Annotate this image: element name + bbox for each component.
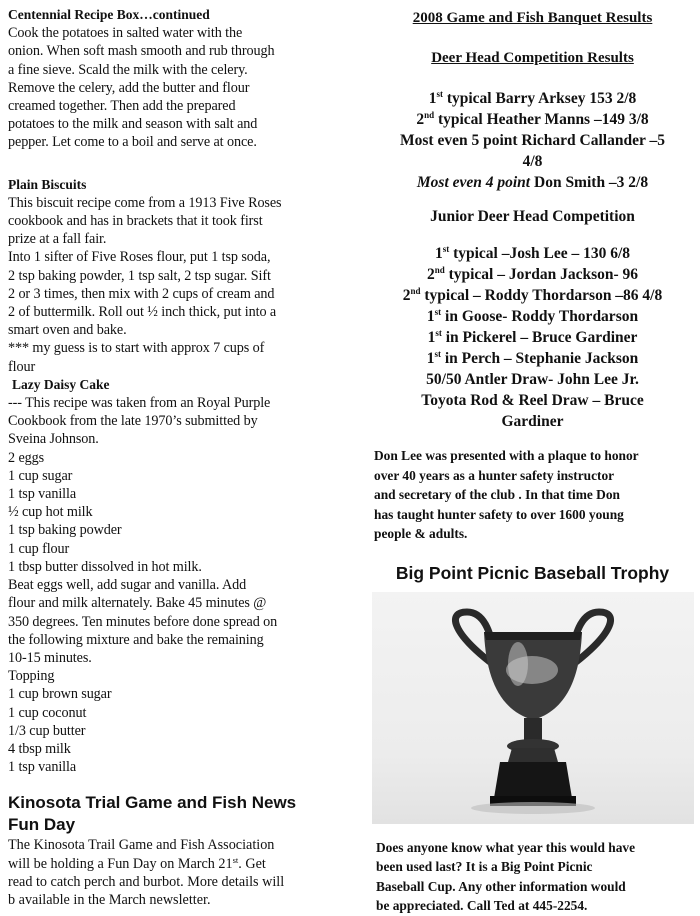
- rank: 1: [426, 308, 435, 325]
- daisy-line: Beat eggs well, add sugar and vanilla. Add: [8, 577, 247, 594]
- question-paragraph: [376, 838, 695, 916]
- don-lee-paragraph: [374, 446, 695, 544]
- paragraph-line: been used last? It is a Big Point Picnic: [376, 859, 593, 874]
- paragraph-line: over 40 years as a hunter safety instructor: [374, 467, 615, 483]
- superscript: st: [232, 854, 239, 865]
- news-line: The Kinosota Trail Game and Fish Association: [8, 837, 275, 854]
- result-text: typical – Jordan Jackson- 96: [444, 266, 639, 283]
- deer-head-title: Deer Head Competition Results: [431, 50, 634, 66]
- banquet-results-title: 2008 Game and Fish Banquet Results: [412, 10, 653, 26]
- result-line: [370, 172, 695, 193]
- rank: 1: [434, 245, 443, 262]
- paragraph-line: has taught hunter safety to over 1600 young: [374, 506, 624, 522]
- result-line: [370, 264, 695, 285]
- daisy-line: 2 eggs: [8, 449, 45, 466]
- daisy-line: 10-15 minutes.: [8, 649, 92, 666]
- biscuits-text: [8, 194, 353, 376]
- biscuits-line: 2 of buttermilk. Roll out ½ inch thick, put into a: [8, 304, 277, 321]
- rank: 1: [428, 90, 437, 107]
- rank: 1: [427, 329, 436, 346]
- intro-line: potatoes to the milk and season with salt and: [8, 116, 258, 133]
- paragraph-line: be appreciated. Call Ted at 445-2254.: [376, 898, 588, 913]
- result-text: typical Barry Arksey 153 2/8: [442, 90, 637, 107]
- daisy-line: 1/3 cup butter: [8, 722, 86, 739]
- paragraph-line: people & adults.: [374, 526, 468, 541]
- result-text: Most even 4 point: [416, 174, 531, 191]
- result-line: [370, 285, 695, 306]
- intro-line: creamed together. Then add the prepared: [8, 98, 236, 115]
- intro-line: Remove the celery, add the butter and flour: [8, 79, 250, 96]
- news-title-line: Fun Day: [8, 815, 76, 835]
- biscuits-line: smart oven and bake.: [8, 322, 127, 339]
- kinosota-news-title: [8, 792, 353, 814]
- intro-line: Cook the potatoes in salted water with the: [8, 25, 243, 42]
- daisy-line: flour and milk alternately. Bake 45 minutes @: [8, 595, 267, 612]
- daisy-line: Cookbook from the late 1970’s submitted by: [8, 413, 258, 430]
- superscript: st: [435, 328, 442, 338]
- trophy-cup-icon: [372, 592, 694, 824]
- daisy-line: Topping: [8, 668, 55, 685]
- kinosota-news-title-2: [8, 814, 353, 836]
- superscript: nd: [434, 265, 445, 275]
- lazy-daisy-title: Lazy Daisy Cake: [12, 376, 110, 392]
- result-line: Toyota Rod & Reel Draw – Bruce: [421, 392, 644, 409]
- rank: 2: [426, 266, 435, 283]
- news-line: b available in the March newsletter.: [8, 891, 211, 908]
- result-line: [370, 109, 695, 130]
- intro-text: [8, 24, 353, 151]
- daisy-line: 1 cup brown sugar: [8, 686, 112, 703]
- superscript: nd: [410, 286, 421, 296]
- trophy-photo: [372, 592, 694, 824]
- paragraph-line: Baseball Cup. Any other information would: [376, 878, 626, 894]
- biscuits-line: Into 1 sifter of Five Roses flour, put 1 tsp soda,: [8, 249, 271, 266]
- daisy-line: the following mixture and bake the remaining: [8, 631, 264, 648]
- news-title-line: Kinosota Trial Game and Fish News: [8, 793, 297, 813]
- plain-biscuits-title: Plain Biscuits: [8, 176, 87, 192]
- superscript: st: [434, 349, 441, 359]
- daisy-line: Sveina Johnson.: [8, 431, 99, 448]
- recipe-box-title: Centennial Recipe Box…continued: [8, 7, 210, 22]
- deer-results: [370, 88, 695, 193]
- result-line: [370, 327, 695, 348]
- daisy-line: 1 tsp vanilla: [8, 759, 77, 776]
- result-line: Most even 5 point Richard Callander –5: [400, 132, 665, 149]
- news-text: [8, 836, 353, 909]
- result-text: typical –Josh Lee – 130 6/8: [449, 245, 631, 262]
- rank: 2: [402, 287, 411, 304]
- biscuits-line: 2 or 3 times, then mix with 2 cups of cream and: [8, 285, 275, 302]
- biscuits-line: *** my guess is to start with approx 7 cups of: [8, 340, 265, 357]
- news-line: read to catch perch and burbot. More details will: [8, 873, 285, 890]
- biscuits-line: flour: [8, 358, 36, 375]
- daisy-text: [8, 394, 353, 776]
- rank: 1: [426, 350, 435, 367]
- news-text-part: . Get: [238, 855, 266, 872]
- left-column: [8, 0, 353, 909]
- daisy-line: 1 tbsp butter dissolved in hot milk.: [8, 558, 202, 575]
- paragraph-line: and secretary of the club . In that time Don: [374, 487, 620, 502]
- result-text: typical – Roddy Thordarson –86 4/8: [420, 287, 663, 304]
- daisy-line: 350 degrees. Ten minutes before done spread on: [8, 613, 278, 630]
- biscuits-line: 2 tsp baking powder, 1 tsp salt, 2 tsp sugar. Sift: [8, 267, 271, 284]
- daisy-line: 4 tbsp milk: [8, 740, 71, 757]
- superscript: st: [442, 244, 450, 254]
- biscuits-line: cookbook and has in brackets that it took first: [8, 213, 263, 230]
- intro-line: a fine sieve. Scald the milk with the celery.: [8, 61, 248, 78]
- daisy-line: 1 tsp vanilla: [8, 486, 77, 503]
- intro-line: onion. When soft mash smooth and rub through: [8, 43, 275, 60]
- daisy-line: 1 cup flour: [8, 540, 70, 557]
- paragraph-line: Don Lee was presented with a plaque to honor: [374, 448, 639, 463]
- rank: 2: [416, 111, 425, 128]
- daisy-line: 1 cup coconut: [8, 704, 87, 721]
- biscuits-line: prize at a fall fair.: [8, 231, 107, 248]
- biscuits-line: This biscuit recipe come from a 1913 Five Roses: [8, 194, 282, 211]
- result-text: Don Smith –3 2/8: [530, 174, 649, 191]
- junior-deer-title: Junior Deer Head Competition: [430, 208, 635, 225]
- news-text-part: will be holding a Fun Day on March 21: [8, 855, 233, 872]
- junior-results: [370, 243, 695, 432]
- daisy-line: --- This recipe was taken from an Royal Purple: [8, 395, 271, 412]
- superscript: st: [436, 89, 443, 99]
- superscript: st: [434, 307, 442, 317]
- result-line: [370, 88, 695, 109]
- result-text: typical Heather Manns –149 3/8: [434, 111, 649, 128]
- daisy-line: 1 tsp baking powder: [8, 522, 122, 539]
- result-line: [370, 348, 695, 369]
- result-line: [370, 243, 695, 264]
- daisy-line: ½ cup hot milk: [8, 504, 93, 521]
- intro-line: pepper. Let come to a boil and serve at once.: [8, 134, 257, 151]
- right-column: [370, 0, 695, 916]
- result-line: 4/8: [522, 153, 543, 170]
- news-line: [8, 855, 353, 873]
- trophy-title: Big Point Picnic Baseball Trophy: [395, 562, 670, 583]
- result-line: [370, 306, 695, 327]
- result-text: in Goose- Roddy Thordarson: [441, 308, 639, 325]
- daisy-line: 1 cup sugar: [8, 467, 73, 484]
- result-line: 50/50 Antler Draw- John Lee Jr.: [426, 371, 639, 388]
- result-text: in Pickerel – Bruce Gardiner: [441, 329, 638, 346]
- result-line: Gardiner: [501, 413, 564, 430]
- superscript: nd: [424, 110, 435, 120]
- result-text: in Perch – Stephanie Jackson: [440, 350, 639, 367]
- paragraph-line: Does anyone know what year this would have: [376, 839, 636, 855]
